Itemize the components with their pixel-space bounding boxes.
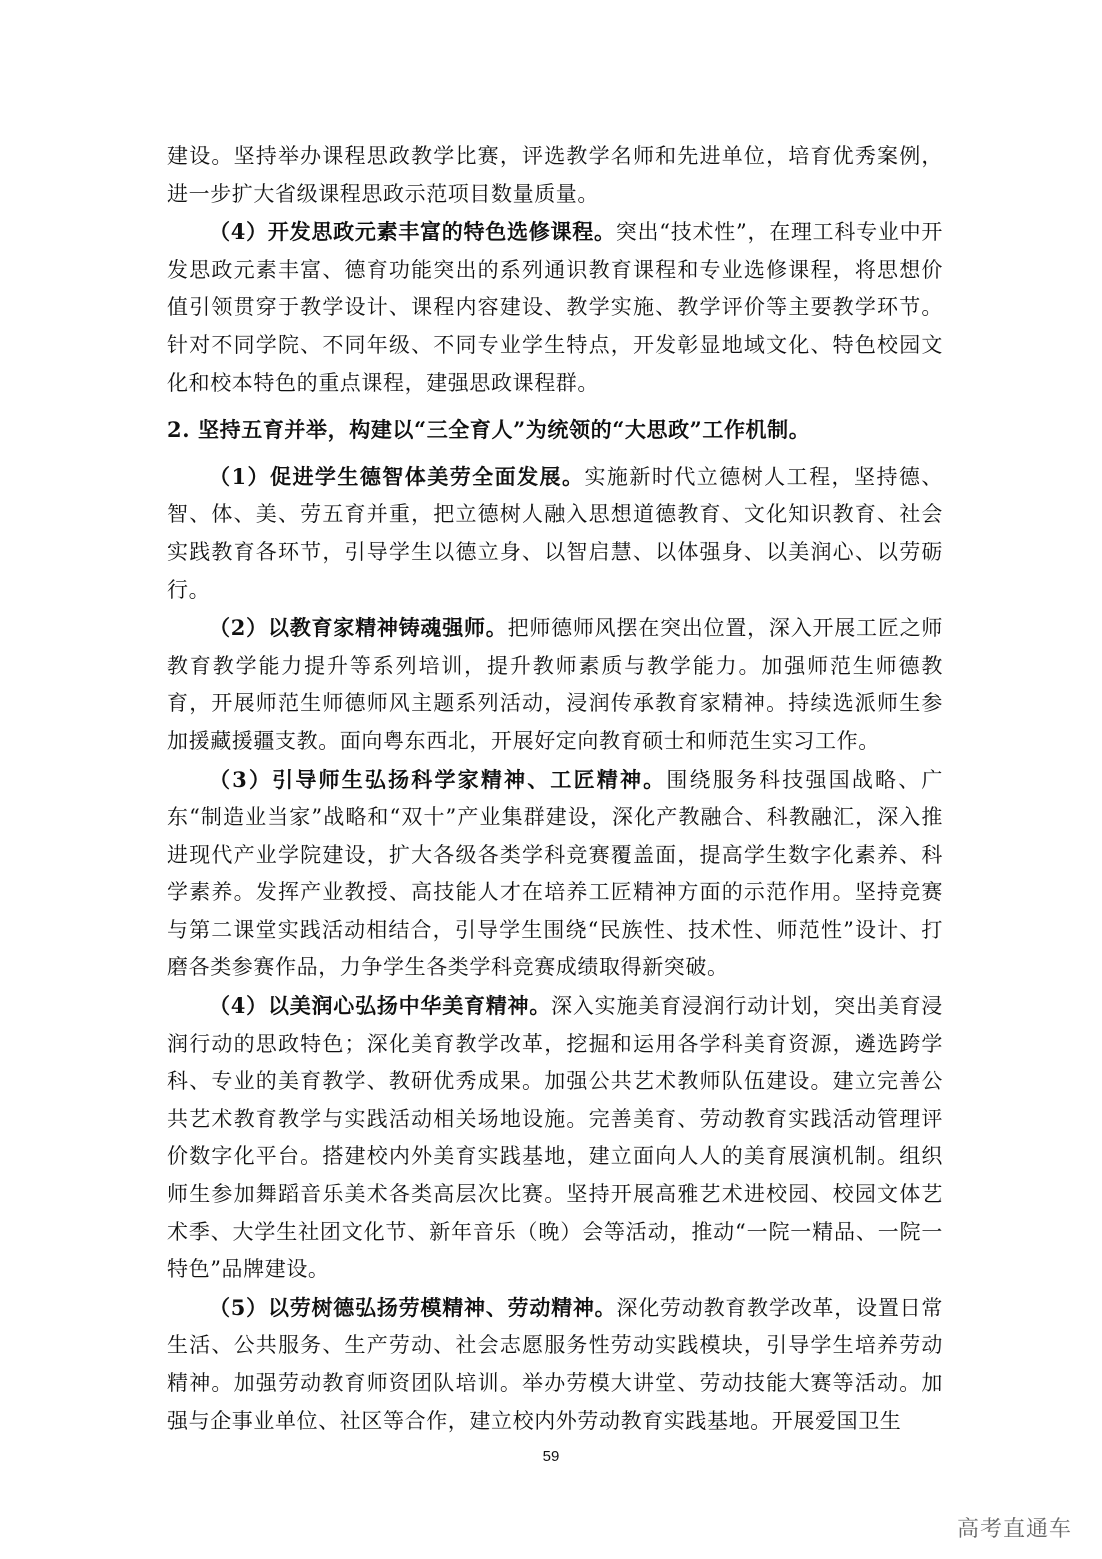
item-body: 深化劳动教育教学改革，设置日常生活、公共服务、生产劳动、社会志愿服务性劳动实践模块，引导学生培养劳动精神。加强劳动教育师资团队培训。举办劳模大讲堂、劳动技能大赛等活动。加强与企事业单位、社区等合作，建立校内外劳动教育实践基地。开展爱国卫生 xyxy=(167,1295,944,1433)
item-body: 突出“技术性”，在理工科专业中开发思政元素丰富、德育功能突出的系列通识教育课程和专业选修课程，将思想价值引领贯穿于教学设计、课程内容建设、教学实施、教学评价等主要教学环节。针对不同学院、不同年级、不同专业学生特点，开发彰显地域文化、特色校园文化和校本特色的重点课程，建强思政课程群。 xyxy=(167,220,944,395)
paragraph-item-3 xyxy=(167,761,943,988)
page-number: 59 xyxy=(542,1448,560,1465)
paragraph-item-1 xyxy=(167,458,943,609)
item-heading: （4）以美润心弘扬中华美育精神。 xyxy=(209,993,552,1019)
watermark-text: 高考直通车 xyxy=(956,1517,1072,1542)
item-heading: （4）开发思政元素丰富的特色选修课程。 xyxy=(209,219,616,245)
item-body: 深入实施美育浸润行动计划，突出美育浸润行动的思政特色；深化美育教学改革，挖掘和运用各学科美育资源，遴选跨学科、专业的美育教学、教研优秀成果。加强公共艺术教师队伍建设。建立完善公共艺术教育教学与实践活动相关场地设施。完善美育、劳动教育实践活动管理评价数字化平台。搭建校内外美育实践基地，建立面向人人的美育展演机制。组织师生参加舞蹈音乐美术各类高层次比赛。坚持开展高雅艺术进校园、校园文体艺术季、大学生社团文化节、新年音乐（晚）会等活动，推动“一院一精品、一院一特色”品牌建设。 xyxy=(167,994,943,1282)
item-body: 实施新时代立德树人工程，坚持德、智、体、美、劳五育并重，把立德树人融入思想道德教育、文化知识教育、社会实践教育各环节，引导学生以德立身、以智启慧、以体强身、以美润心、以劳砺行。 xyxy=(167,464,943,602)
item-heading: （5）以劳树德弘扬劳模精神、劳动精神。 xyxy=(209,1294,617,1320)
item-heading: （3）引导师生弘扬科学家精神、工匠精神。 xyxy=(209,766,667,792)
paragraph-item-prev-4 xyxy=(167,213,943,402)
paragraph-item-2 xyxy=(167,609,943,760)
paragraph-item-5 xyxy=(167,1289,943,1440)
item-body: 围绕服务科技强国战略、广东“制造业当家”战略和“双十”产业集群建设，深化产教融合、科教融汇，深入推进现代产业学院建设，扩大各级各类学科竞赛覆盖面，提高学生数字化素养、科学素养。发挥产业教授、高技能人才在培养工匠精神方面的示范作用。坚持竞赛与第二课堂实践活动相结合，引导学生围绕“民族性、技术性、师范性”设计、打磨各类参赛作品，力争学生各类学科竞赛成绩取得新突破。 xyxy=(167,767,943,980)
item-heading: （2）以教育家精神铸魂强师。 xyxy=(209,615,508,641)
paragraph-item-4 xyxy=(167,987,943,1289)
item-body: 把师德师风摆在突出位置，深入开展工匠之师教育教学能力提升等系列培训，提升教师素质与教学能力。加强师范生师德教育，开展师范生师德师风主题系列活动，浸润传承教育家精神。持续选派师生参加援藏援疆支教。面向粤东西北，开展好定向教育硕士和师范生实习工作。 xyxy=(167,616,944,753)
document-page xyxy=(167,138,943,1440)
intro-paragraph: 建设。坚持举办课程思政教学比赛，评选教学名师和先进单位，培育优秀案例，进一步扩大省级课程思政示范项目数量质量。 xyxy=(167,144,943,206)
item-heading: （1）促进学生德智体美劳全面发展。 xyxy=(209,463,585,489)
section-heading: 2. 坚持五育并举，构建以“三全育人”为统领的“大思政”工作机制。 xyxy=(167,417,811,443)
